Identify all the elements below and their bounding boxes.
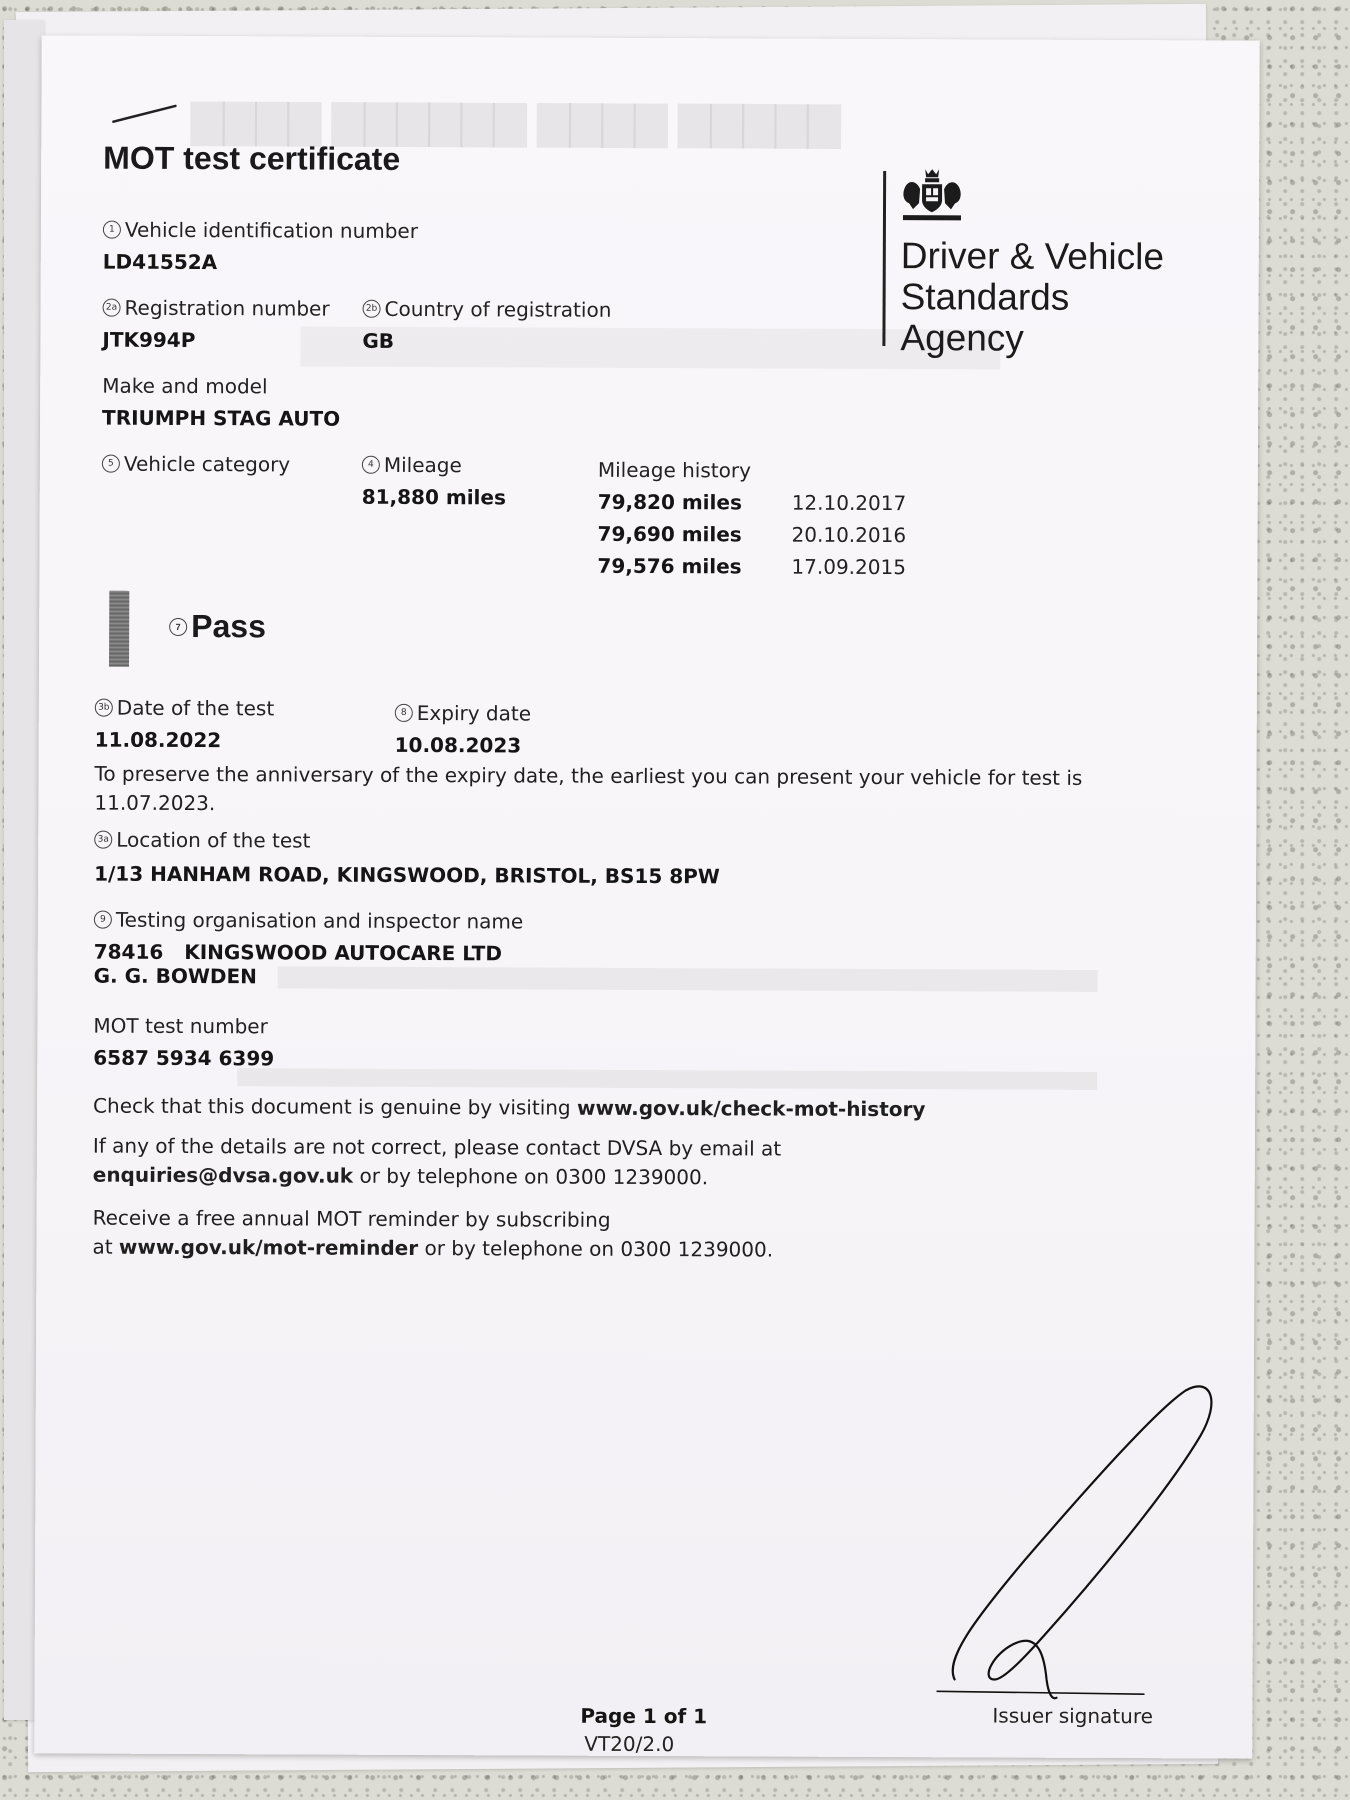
test-date-label-text: Date of the test [116, 695, 275, 721]
mileage-label [362, 453, 462, 477]
registration-value: JTK994P [102, 327, 196, 353]
location-label-text: Location of the test [116, 827, 311, 853]
page-title: MOT test certificate [103, 139, 401, 177]
country-label-text: Country of registration [384, 296, 612, 322]
location-value: 1/13 HANHAM ROAD, KINGSWOOD, BRISTOL, BS15 8PW [94, 861, 720, 889]
anniversary-note-line: To preserve the anniversary of the expiry date, the earliest you can present your vehicle for test is [94, 761, 1083, 790]
location-label [94, 828, 310, 853]
vehicle-category-label-text: Vehicle category [123, 451, 291, 477]
mileage-history-date: 12.10.2017 [791, 490, 907, 516]
anniversary-note-date: 11.07.2023. [94, 790, 216, 816]
make-model-value: TRIUMPH STAG AUTO [102, 405, 341, 431]
mileage-history-date: 20.10.2016 [791, 522, 907, 548]
test-date-value: 11.08.2022 [94, 727, 222, 753]
field-number-badge: 8 [395, 704, 413, 722]
mileage-history-miles: 79,820 miles [597, 489, 742, 515]
reminder-text [92, 1204, 773, 1265]
country-value: GB [362, 328, 395, 353]
registration-label [103, 296, 330, 321]
mileage-value: 81,880 miles [361, 484, 506, 510]
expiry-date-value: 10.08.2023 [394, 732, 522, 758]
field-number-badge: 3b [95, 699, 113, 717]
pen-mark [111, 100, 191, 130]
contact-line [93, 1161, 781, 1193]
vin-value: LD41552A [102, 249, 218, 275]
mileage-history-label: Mileage history [597, 457, 751, 483]
organisation-label-text: Testing organisation and inspector name [115, 907, 524, 934]
reminder-prefix: at [92, 1234, 119, 1259]
dvsa-email-link[interactable]: enquiries@dvsa.gov.uk [92, 1162, 354, 1188]
vin-label-text: Vehicle identification number [124, 217, 419, 243]
test-number-value: 6587 5934 6399 [93, 1045, 275, 1071]
mileage-history-miles: 79,576 miles [597, 553, 742, 579]
inspector-name: G. G. BOWDEN [93, 963, 257, 989]
mileage-history-miles: 79,690 miles [597, 521, 742, 547]
field-number-badge: 2b [363, 300, 381, 318]
contact-line: If any of the details are not correct, please contact DVSA by email at [92, 1133, 782, 1161]
field-number-badge: 9 [94, 911, 112, 929]
field-number-badge: 1 [103, 221, 121, 239]
test-result [169, 608, 266, 645]
vin-label [103, 218, 418, 243]
royal-coat-of-arms-icon [897, 165, 967, 225]
expiry-date-label-text: Expiry date [416, 700, 532, 726]
field-number-badge: 5 [102, 455, 120, 473]
reverse-side-show-through-table [237, 1068, 1097, 1090]
contact-text [93, 1132, 781, 1193]
reverse-side-show-through: ▇▇▇▇▇ ▇▇▇▇ ▇▇▇▇▇▇ ▇▇▇▇ [191, 97, 841, 147]
organisation-value: 78416 KINGSWOOD AUTOCARE LTD [93, 939, 503, 966]
reverse-side-show-through-table [278, 966, 1098, 992]
field-number-badge: 4 [362, 456, 380, 474]
mot-certificate-page [34, 35, 1259, 1758]
reminder-phone-text: or by telephone on 0300 1239000. [418, 1236, 774, 1262]
contact-phone-text: or by telephone on 0300 1239000. [353, 1163, 709, 1190]
vehicle-category-label [102, 452, 290, 477]
field-number-badge: 2a [103, 299, 121, 317]
field-number-badge: 3a [94, 831, 112, 849]
field-number-badge: 7 [169, 617, 187, 635]
issuer-signature-image [934, 1379, 1255, 1710]
check-genuine-prefix: Check that this document is genuine by visiting [93, 1093, 578, 1120]
agency-name: Driver & Vehicle Standards Agency [900, 235, 1165, 359]
check-mot-history-link[interactable]: www.gov.uk/check-mot-history [576, 1095, 926, 1122]
pass-marker-bar [109, 591, 129, 667]
check-genuine-text [93, 1092, 925, 1125]
expiry-date-label [395, 701, 531, 726]
make-model-label: Make and model [102, 373, 268, 399]
form-code: VT20/2.0 [584, 1731, 675, 1757]
country-label [363, 297, 612, 322]
registration-label-text: Registration number [124, 295, 330, 321]
mot-reminder-link[interactable]: www.gov.uk/mot-reminder [118, 1234, 419, 1261]
reverse-side-show-through-block [300, 326, 1000, 369]
organisation-label [94, 908, 523, 934]
test-result-text: Pass [191, 608, 266, 645]
reminder-line [92, 1233, 773, 1265]
anniversary-note [94, 760, 1094, 822]
reminder-line: Receive a free annual MOT reminder by subscribing [92, 1205, 611, 1232]
test-number-label: MOT test number [93, 1013, 268, 1039]
mileage-history-date: 17.09.2015 [791, 554, 907, 580]
signature-label: Issuer signature [992, 1703, 1153, 1729]
page-number: Page 1 of 1 [580, 1703, 708, 1729]
logo-divider [882, 171, 886, 346]
mileage-label-text: Mileage [383, 452, 462, 478]
test-date-label [95, 696, 274, 721]
